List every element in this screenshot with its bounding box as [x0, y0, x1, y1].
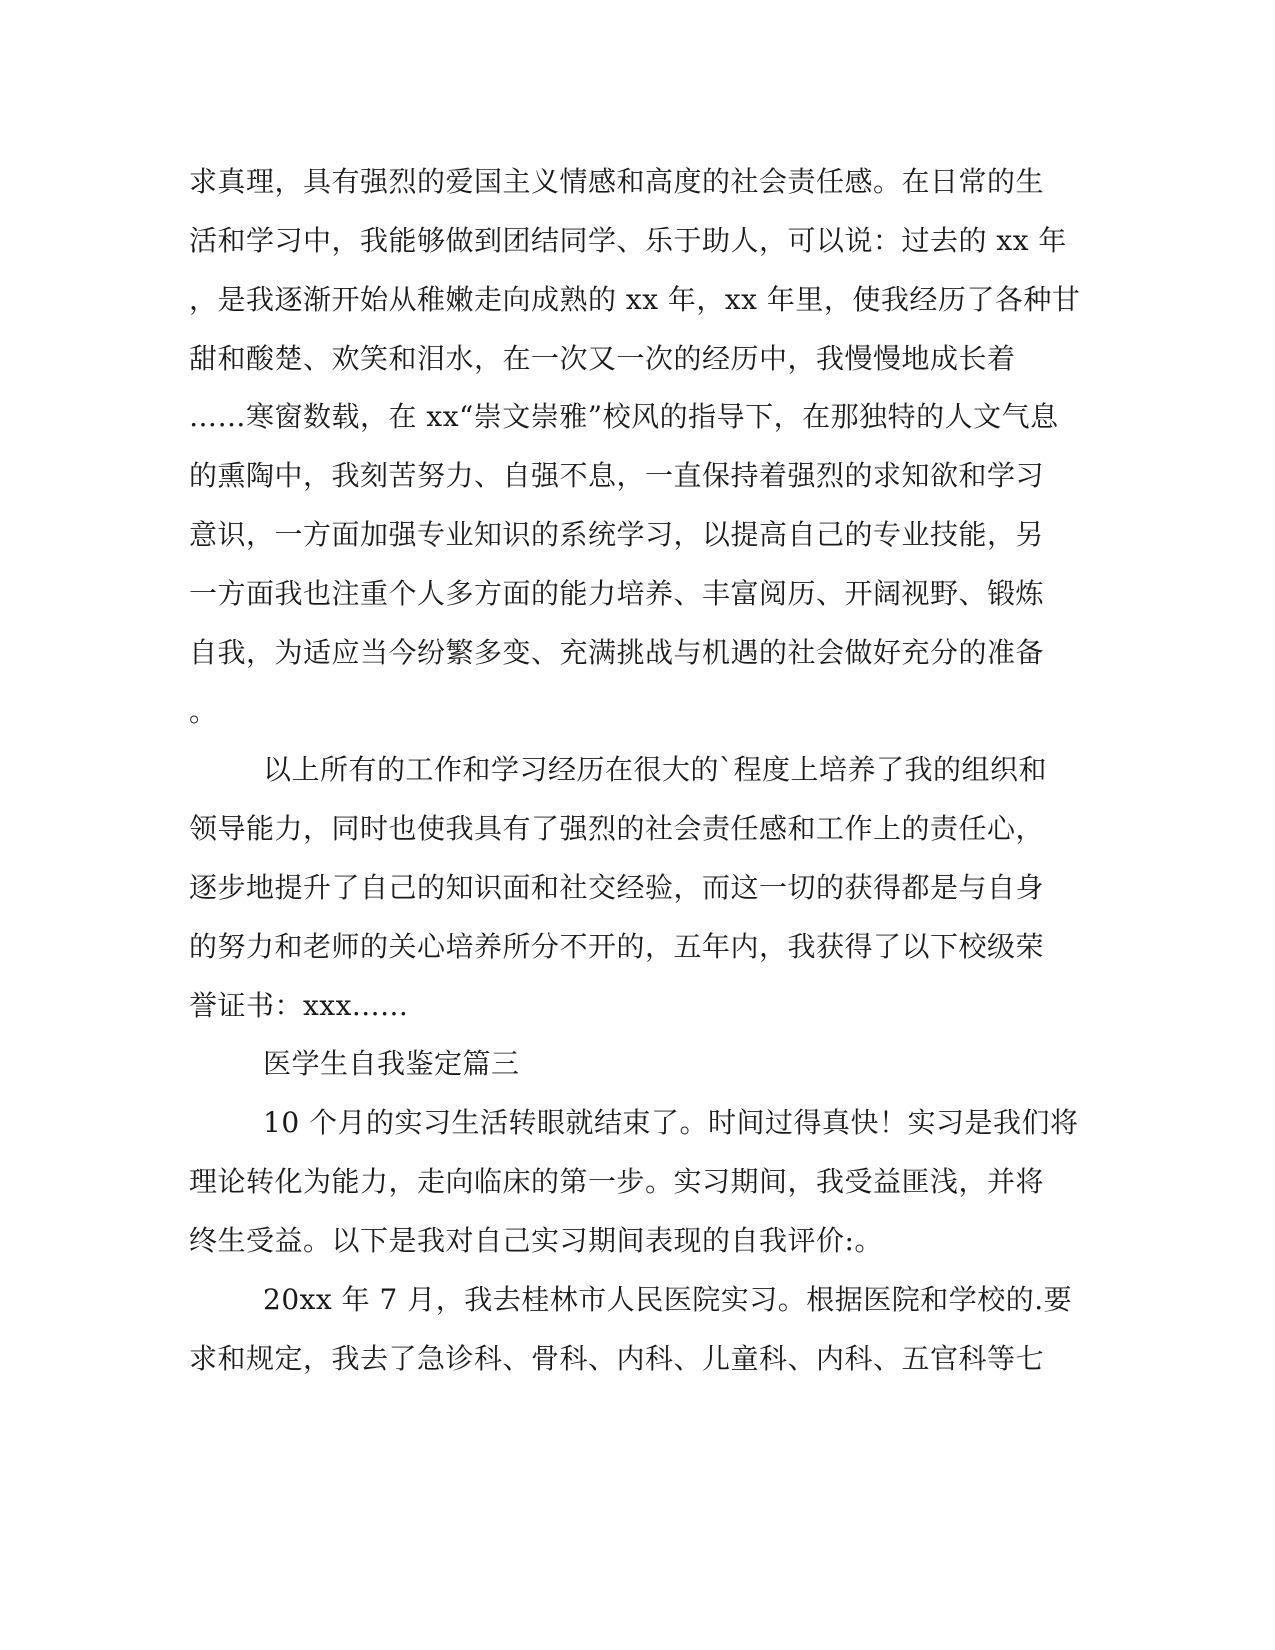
text-line: 理论转化为能力，走向临床的第一步。实习期间，我受益匪浅，并将 [189, 1165, 1045, 1198]
paragraph-start-line: 20xx 年 7 月，我去桂林市人民医院实习。根据医院和学校的.要 [263, 1283, 1073, 1316]
text-line: ……寒窗数载，在 xx“崇文崇雅”校风的指导下，在那独特的人文气息 [189, 400, 1059, 433]
paragraph-start-line: 10 个月的实习生活转眼就结束了。时间过得真快！实习是我们将 [263, 1106, 1079, 1139]
text-line: 终生受益。以下是我对自己实习期间表现的自我评价:。 [189, 1224, 883, 1257]
text-line: 领导能力，同时也使我具有了强烈的社会责任感和工作上的责任心， [189, 812, 1045, 845]
text-line: ，是我逐渐开始从稚嫩走向成熟的 xx 年，xx 年里，使我经历了各种甘 [189, 283, 1081, 316]
text-line: 意识，一方面加强专业知识的系统学习，以提高自己的专业技能，另 [189, 518, 1045, 551]
text-line: 求和规定，我去了急诊科、骨科、内科、儿童科、内科、五官科等七 [189, 1342, 1045, 1375]
paragraph-start-line: 以上所有的工作和学习经历在很大的`程度上培养了我的组织和 [263, 753, 1048, 786]
text-line: 自我，为适应当今纷繁多变、充满挑战与机遇的社会做好充分的准备 [189, 636, 1045, 669]
text-line: 的努力和老师的关心培养所分不开的，五年内，我获得了以下校级荣 [189, 930, 1045, 963]
text-line: 誉证书：xxx...... [189, 989, 409, 1022]
section-heading: 医学生自我鉴定篇三 [263, 1047, 520, 1080]
text-line: 求真理，具有强烈的爱国主义情感和高度的社会责任感。在日常的生 [189, 165, 1045, 198]
text-line: 甜和酸楚、欢笑和泪水，在一次又一次的经历中，我慢慢地成长着 [189, 342, 1016, 375]
text-line: 活和学习中，我能够做到团结同学、乐于助人，可以说：过去的 xx 年 [189, 224, 1067, 257]
text-line: 的熏陶中，我刻苦努力、自强不息，一直保持着强烈的求知欲和学习 [189, 459, 1045, 492]
text-line: 逐步地提升了自己的知识面和社交经验，而这一切的获得都是与自身 [189, 871, 1045, 904]
text-line: 。 [189, 695, 218, 728]
text-line: 一方面我也注重个人多方面的能力培养、丰富阅历、开阔视野、锻炼 [189, 577, 1045, 610]
